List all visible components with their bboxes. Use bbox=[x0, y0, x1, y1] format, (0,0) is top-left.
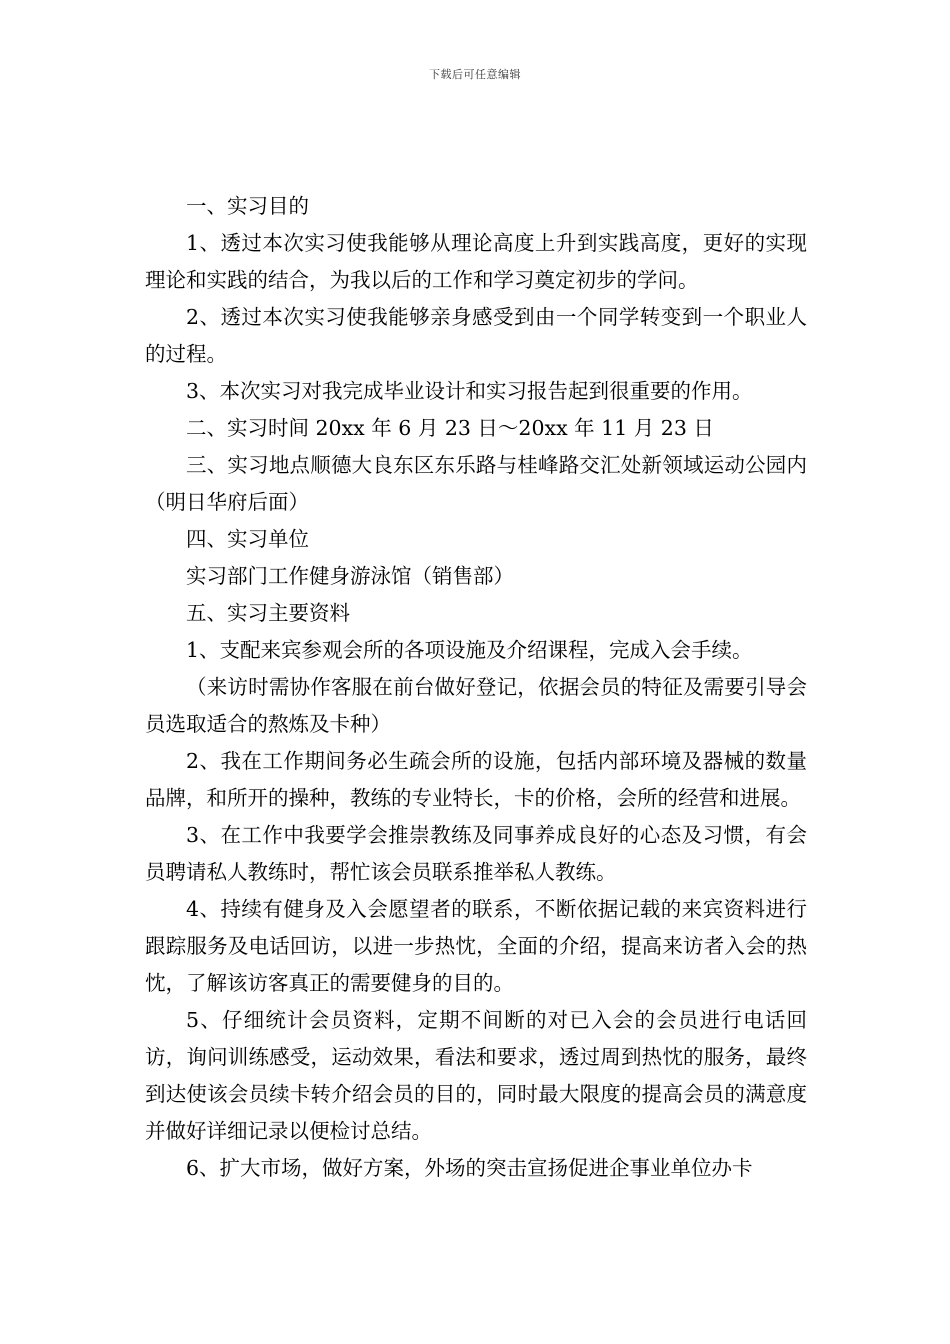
paragraph-content-6: 6、扩大市场，做好方案，外场的突击宣扬促进企事业单位办卡 bbox=[186, 1156, 753, 1180]
paragraph-content-3: 3、在工作中我要学会推崇教练及同事养成良好的心态及习惯，有会员聘请私人教练时，帮忙该会员联系推举私人教练。 bbox=[145, 823, 807, 884]
paragraph-purpose-1: 1、透过本次实习使我能够从理论高度上升到实践高度，更好的实现理论和实践的结合，为我以后的工作和学习奠定初步的学问。 bbox=[145, 231, 807, 292]
paragraph-purpose-2: 2、透过本次实习使我能够亲身感受到由一个同学转变到一个职业人的过程。 bbox=[145, 305, 807, 366]
heading-main-content: 五、实习主要资料 bbox=[186, 601, 350, 625]
heading-location: 三、实习地点顺德大良东区东乐路与桂峰路交汇处新领域运动公园内（明日华府后面） bbox=[145, 453, 807, 514]
paragraph-content-1: 1、支配来宾参观会所的各项设施及介绍课程，完成入会手续。 bbox=[186, 638, 753, 662]
heading-time: 二、实习时间 20xx 年 6 月 23 日～20xx 年 11 月 23 日 bbox=[186, 416, 714, 440]
document-body bbox=[145, 188, 807, 1187]
paragraph-content-2: 2、我在工作期间务必生疏会所的设施，包括内部环境及器械的数量品牌，和所开的操种，教练的专业特长，卡的价格，会所的经营和进展。 bbox=[145, 749, 807, 810]
paragraph-content-4: 4、持续有健身及入会愿望者的联系，不断依据记载的来宾资料进行跟踪服务及电话回访，以进一步热忱，全面的介绍，提高来访者入会的热忱，了解该访客真正的需要健身的目的。 bbox=[145, 897, 807, 995]
paragraph-content-note: （来访时需协作客服在前台做好登记，依据会员的特征及需要引导会员选取适合的熬炼及卡种） bbox=[145, 675, 807, 736]
heading-unit: 四、实习单位 bbox=[186, 527, 309, 551]
paragraph-purpose-3: 3、本次实习对我完成毕业设计和实习报告起到很重要的作用。 bbox=[186, 379, 753, 403]
paragraph-department: 实习部门工作健身游泳馆（销售部） bbox=[186, 564, 514, 588]
heading-purpose: 一、实习目的 bbox=[186, 194, 309, 218]
paragraph-content-5: 5、仔细统计会员资料，定期不间断的对已入会的会员进行电话回访，询问训练感受，运动效果，看法和要求，透过周到热忱的服务，最终到达使该会员续卡转介绍会员的目的，同时最大限度的提高会员的满意度并做好详细记录以便检讨总结。 bbox=[145, 1008, 807, 1143]
header-note: 下载后可任意编辑 bbox=[429, 68, 521, 81]
